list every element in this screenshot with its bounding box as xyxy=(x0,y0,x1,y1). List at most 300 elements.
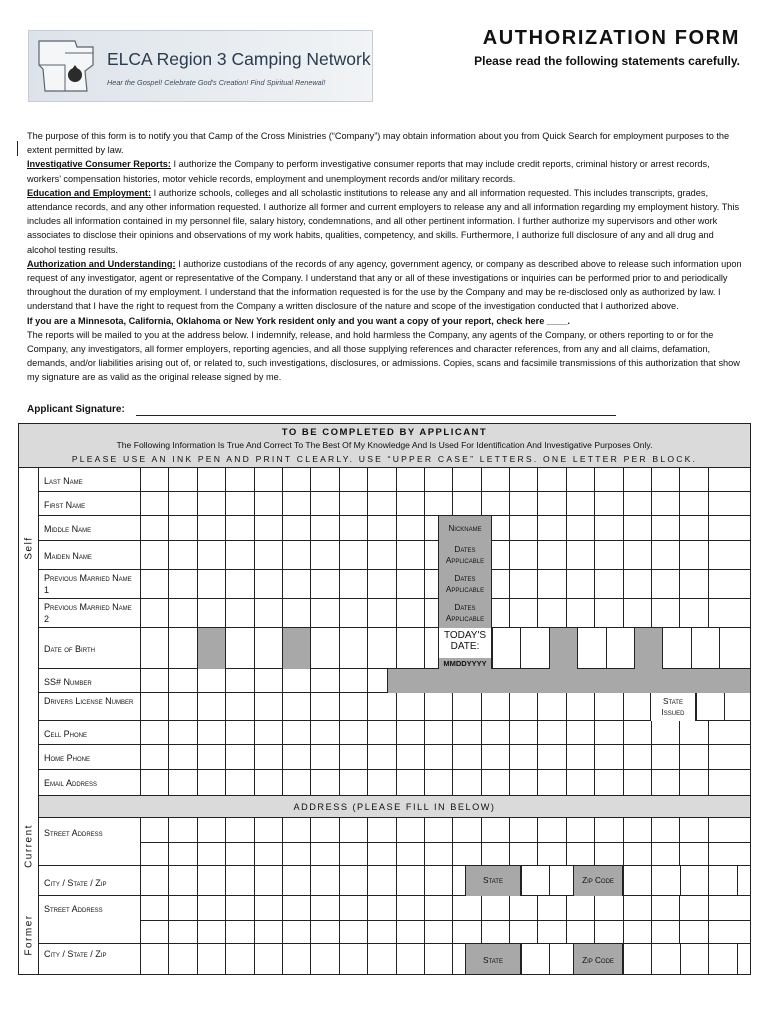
letter-block[interactable] xyxy=(225,516,253,541)
letter-block[interactable] xyxy=(424,866,452,896)
former-zip-cells[interactable] xyxy=(623,944,765,974)
letter-block[interactable] xyxy=(521,866,549,896)
letter-block[interactable] xyxy=(651,944,679,974)
todays-date-cells[interactable] xyxy=(492,628,748,669)
letter-block[interactable] xyxy=(396,842,424,866)
letter-block[interactable] xyxy=(679,896,707,920)
letter-block[interactable] xyxy=(282,516,310,541)
letter-block[interactable] xyxy=(282,628,310,669)
letter-block[interactable] xyxy=(566,721,594,745)
letter-block[interactable] xyxy=(140,920,168,944)
letter-block[interactable] xyxy=(679,745,707,770)
letter-block[interactable] xyxy=(594,599,622,628)
letter-block[interactable] xyxy=(339,570,367,599)
letter-block[interactable] xyxy=(225,492,253,516)
letter-block[interactable] xyxy=(509,896,537,920)
letter-block[interactable] xyxy=(594,745,622,770)
letter-block[interactable] xyxy=(424,693,452,721)
letter-block[interactable] xyxy=(481,920,509,944)
letter-block[interactable] xyxy=(310,745,338,770)
letter-block[interactable] xyxy=(623,818,651,842)
letter-block[interactable] xyxy=(594,818,622,842)
letter-block[interactable] xyxy=(680,944,708,974)
letter-block[interactable] xyxy=(168,745,196,770)
letter-block[interactable] xyxy=(282,896,310,920)
letter-block[interactable] xyxy=(254,693,282,721)
letter-block[interactable] xyxy=(623,920,651,944)
letter-block[interactable] xyxy=(339,492,367,516)
letter-block[interactable] xyxy=(651,516,679,541)
letter-block[interactable] xyxy=(452,745,480,770)
letter-block[interactable] xyxy=(225,693,253,721)
letter-block[interactable] xyxy=(396,866,424,896)
letter-block[interactable] xyxy=(566,570,594,599)
letter-block[interactable] xyxy=(651,920,679,944)
letter-block[interactable] xyxy=(396,818,424,842)
letter-block[interactable] xyxy=(140,721,168,745)
letter-block[interactable] xyxy=(396,770,424,796)
letter-block[interactable] xyxy=(367,721,395,745)
letter-block[interactable] xyxy=(367,693,395,721)
letter-block[interactable] xyxy=(282,842,310,866)
letter-block[interactable] xyxy=(424,492,452,516)
letter-block[interactable] xyxy=(310,570,338,599)
letter-block[interactable] xyxy=(367,920,395,944)
letter-block[interactable] xyxy=(537,818,565,842)
letter-block[interactable] xyxy=(651,468,679,492)
letter-block[interactable] xyxy=(310,628,338,669)
letter-block[interactable] xyxy=(168,770,196,796)
last-name-cells[interactable] xyxy=(140,468,736,492)
letter-block[interactable] xyxy=(651,541,679,570)
letter-block[interactable] xyxy=(339,669,367,693)
email-cells[interactable] xyxy=(140,770,736,796)
current-street-cells-1[interactable] xyxy=(140,818,736,842)
letter-block[interactable] xyxy=(168,599,196,628)
letter-block[interactable] xyxy=(367,818,395,842)
letter-block[interactable] xyxy=(424,944,452,974)
letter-block[interactable] xyxy=(651,721,679,745)
letter-block[interactable] xyxy=(140,693,168,721)
letter-block[interactable] xyxy=(225,541,253,570)
letter-block[interactable] xyxy=(197,541,225,570)
letter-block[interactable] xyxy=(367,570,395,599)
letter-block[interactable] xyxy=(225,599,253,628)
letter-block[interactable] xyxy=(310,920,338,944)
letter-block[interactable] xyxy=(708,599,736,628)
letter-block[interactable] xyxy=(168,492,196,516)
letter-block[interactable] xyxy=(396,468,424,492)
letter-block[interactable] xyxy=(225,920,253,944)
letter-block[interactable] xyxy=(310,492,338,516)
letter-block[interactable] xyxy=(452,770,480,796)
letter-block[interactable] xyxy=(367,866,395,896)
letter-block[interactable] xyxy=(168,920,196,944)
letter-block[interactable] xyxy=(396,599,424,628)
letter-block[interactable] xyxy=(168,896,196,920)
letter-block[interactable] xyxy=(339,745,367,770)
letter-block[interactable] xyxy=(339,516,367,541)
letter-block[interactable] xyxy=(168,628,196,669)
letter-block[interactable] xyxy=(367,541,395,570)
letter-block[interactable] xyxy=(339,896,367,920)
letter-block[interactable] xyxy=(254,492,282,516)
first-name-cells[interactable] xyxy=(140,492,736,516)
letter-block[interactable] xyxy=(168,866,196,896)
letter-block[interactable] xyxy=(708,492,736,516)
letter-block[interactable] xyxy=(679,842,707,866)
current-zip-cells[interactable] xyxy=(623,866,765,896)
letter-block[interactable] xyxy=(679,492,707,516)
letter-block[interactable] xyxy=(708,516,736,541)
letter-block[interactable] xyxy=(623,944,651,974)
letter-block[interactable] xyxy=(254,944,282,974)
letter-block[interactable] xyxy=(140,516,168,541)
letter-block[interactable] xyxy=(452,492,480,516)
letter-block[interactable] xyxy=(708,570,736,599)
letter-block[interactable] xyxy=(623,570,651,599)
letter-block[interactable] xyxy=(168,541,196,570)
letter-block[interactable] xyxy=(367,745,395,770)
letter-block[interactable] xyxy=(396,920,424,944)
letter-block[interactable] xyxy=(140,944,168,974)
current-city-cells[interactable] xyxy=(140,866,481,896)
letter-block[interactable] xyxy=(140,599,168,628)
letter-block[interactable] xyxy=(509,516,537,541)
letter-block[interactable] xyxy=(396,628,424,669)
letter-block[interactable] xyxy=(140,896,168,920)
letter-block[interactable] xyxy=(509,745,537,770)
letter-block[interactable] xyxy=(509,818,537,842)
letter-block[interactable] xyxy=(225,770,253,796)
letter-block[interactable] xyxy=(594,721,622,745)
letter-block[interactable] xyxy=(254,669,282,693)
letter-block[interactable] xyxy=(339,944,367,974)
letter-block[interactable] xyxy=(566,599,594,628)
state-issued-cells[interactable] xyxy=(696,693,753,721)
letter-block[interactable] xyxy=(679,920,707,944)
letter-block[interactable] xyxy=(168,818,196,842)
letter-block[interactable] xyxy=(225,628,253,669)
letter-block[interactable] xyxy=(594,541,622,570)
letter-block[interactable] xyxy=(424,896,452,920)
letter-block[interactable] xyxy=(367,492,395,516)
letter-block[interactable] xyxy=(339,842,367,866)
letter-block[interactable] xyxy=(367,468,395,492)
letter-block[interactable] xyxy=(254,628,282,669)
letter-block[interactable] xyxy=(509,541,537,570)
letter-block[interactable] xyxy=(396,693,424,721)
letter-block[interactable] xyxy=(594,516,622,541)
letter-block[interactable] xyxy=(140,818,168,842)
home-phone-cells[interactable] xyxy=(140,745,736,770)
letter-block[interactable] xyxy=(424,745,452,770)
letter-block[interactable] xyxy=(282,570,310,599)
letter-block[interactable] xyxy=(537,896,565,920)
letter-block[interactable] xyxy=(651,570,679,599)
ssn-cells[interactable] xyxy=(140,669,396,693)
letter-block[interactable] xyxy=(481,468,509,492)
letter-block[interactable] xyxy=(594,920,622,944)
letter-block[interactable] xyxy=(566,468,594,492)
letter-block[interactable] xyxy=(396,570,424,599)
letter-block[interactable] xyxy=(509,770,537,796)
letter-block[interactable] xyxy=(339,721,367,745)
letter-block[interactable] xyxy=(509,842,537,866)
letter-block[interactable] xyxy=(509,570,537,599)
letter-block[interactable] xyxy=(168,570,196,599)
letter-block[interactable] xyxy=(481,721,509,745)
letter-block[interactable] xyxy=(197,492,225,516)
letter-block[interactable] xyxy=(623,866,651,896)
letter-block[interactable] xyxy=(680,866,708,896)
current-state-cells[interactable] xyxy=(521,866,578,896)
letter-block[interactable] xyxy=(310,866,338,896)
current-street-cells-2[interactable] xyxy=(140,842,736,866)
letter-block[interactable] xyxy=(566,492,594,516)
letter-block[interactable] xyxy=(367,628,395,669)
letter-block[interactable] xyxy=(424,721,452,745)
letter-block[interactable] xyxy=(424,920,452,944)
letter-block[interactable] xyxy=(537,570,565,599)
letter-block[interactable] xyxy=(577,628,605,669)
letter-block[interactable] xyxy=(254,516,282,541)
letter-block[interactable] xyxy=(566,770,594,796)
letter-block[interactable] xyxy=(310,944,338,974)
letter-block[interactable] xyxy=(197,468,225,492)
letter-block[interactable] xyxy=(310,818,338,842)
letter-block[interactable] xyxy=(594,770,622,796)
letter-block[interactable] xyxy=(594,842,622,866)
letter-block[interactable] xyxy=(679,721,707,745)
letter-block[interactable] xyxy=(254,866,282,896)
letter-block[interactable] xyxy=(225,745,253,770)
letter-block[interactable] xyxy=(168,842,196,866)
letter-block[interactable] xyxy=(452,842,480,866)
letter-block[interactable] xyxy=(197,628,225,669)
letter-block[interactable] xyxy=(310,599,338,628)
letter-block[interactable] xyxy=(509,492,537,516)
letter-block[interactable] xyxy=(254,599,282,628)
letter-block[interactable] xyxy=(662,628,690,669)
letter-block[interactable] xyxy=(594,896,622,920)
letter-block[interactable] xyxy=(197,669,225,693)
letter-block[interactable] xyxy=(509,693,537,721)
letter-block[interactable] xyxy=(225,944,253,974)
letter-block[interactable] xyxy=(651,745,679,770)
letter-block[interactable] xyxy=(679,770,707,796)
letter-block[interactable] xyxy=(396,541,424,570)
letter-block[interactable] xyxy=(651,818,679,842)
former-city-cells[interactable] xyxy=(140,944,481,974)
drivers-license-cells[interactable] xyxy=(140,693,651,721)
letter-block[interactable] xyxy=(679,570,707,599)
letter-block[interactable] xyxy=(521,944,549,974)
letter-block[interactable] xyxy=(520,628,548,669)
letter-block[interactable] xyxy=(537,541,565,570)
letter-block[interactable] xyxy=(140,842,168,866)
letter-block[interactable] xyxy=(197,920,225,944)
letter-block[interactable] xyxy=(367,944,395,974)
letter-block[interactable] xyxy=(424,468,452,492)
letter-block[interactable] xyxy=(310,516,338,541)
letter-block[interactable] xyxy=(708,541,736,570)
letter-block[interactable] xyxy=(549,628,577,669)
letter-block[interactable] xyxy=(168,721,196,745)
letter-block[interactable] xyxy=(452,468,480,492)
letter-block[interactable] xyxy=(339,693,367,721)
letter-block[interactable] xyxy=(396,516,424,541)
letter-block[interactable] xyxy=(492,628,520,669)
letter-block[interactable] xyxy=(310,541,338,570)
letter-block[interactable] xyxy=(254,721,282,745)
letter-block[interactable] xyxy=(197,842,225,866)
letter-block[interactable] xyxy=(452,920,480,944)
letter-block[interactable] xyxy=(254,745,282,770)
letter-block[interactable] xyxy=(691,628,719,669)
letter-block[interactable] xyxy=(225,669,253,693)
letter-block[interactable] xyxy=(737,944,765,974)
letter-block[interactable] xyxy=(623,896,651,920)
signature-line[interactable] xyxy=(136,415,616,416)
letter-block[interactable] xyxy=(509,599,537,628)
letter-block[interactable] xyxy=(310,669,338,693)
letter-block[interactable] xyxy=(310,693,338,721)
letter-block[interactable] xyxy=(623,721,651,745)
letter-block[interactable] xyxy=(254,920,282,944)
letter-block[interactable] xyxy=(168,944,196,974)
letter-block[interactable] xyxy=(651,842,679,866)
letter-block[interactable] xyxy=(310,896,338,920)
letter-block[interactable] xyxy=(140,628,168,669)
letter-block[interactable] xyxy=(168,693,196,721)
letter-block[interactable] xyxy=(537,920,565,944)
letter-block[interactable] xyxy=(254,842,282,866)
letter-block[interactable] xyxy=(651,896,679,920)
cell-phone-cells[interactable] xyxy=(140,721,736,745)
letter-block[interactable] xyxy=(481,745,509,770)
letter-block[interactable] xyxy=(197,896,225,920)
letter-block[interactable] xyxy=(708,745,736,770)
letter-block[interactable] xyxy=(254,896,282,920)
letter-block[interactable] xyxy=(537,516,565,541)
letter-block[interactable] xyxy=(339,818,367,842)
letter-block[interactable] xyxy=(310,770,338,796)
letter-block[interactable] xyxy=(481,818,509,842)
letter-block[interactable] xyxy=(708,920,736,944)
letter-block[interactable] xyxy=(282,669,310,693)
letter-block[interactable] xyxy=(537,745,565,770)
letter-block[interactable] xyxy=(254,770,282,796)
letter-block[interactable] xyxy=(282,468,310,492)
letter-block[interactable] xyxy=(396,944,424,974)
letter-block[interactable] xyxy=(594,492,622,516)
former-street-cells-2[interactable] xyxy=(140,920,736,944)
letter-block[interactable] xyxy=(282,693,310,721)
letter-block[interactable] xyxy=(708,468,736,492)
letter-block[interactable] xyxy=(197,721,225,745)
letter-block[interactable] xyxy=(339,770,367,796)
letter-block[interactable] xyxy=(225,866,253,896)
letter-block[interactable] xyxy=(537,721,565,745)
letter-block[interactable] xyxy=(651,599,679,628)
former-street-cells-1[interactable] xyxy=(140,896,736,920)
letter-block[interactable] xyxy=(282,818,310,842)
letter-block[interactable] xyxy=(537,492,565,516)
letter-block[interactable] xyxy=(566,896,594,920)
letter-block[interactable] xyxy=(724,693,752,721)
letter-block[interactable] xyxy=(537,599,565,628)
letter-block[interactable] xyxy=(197,516,225,541)
letter-block[interactable] xyxy=(168,468,196,492)
letter-block[interactable] xyxy=(140,745,168,770)
letter-block[interactable] xyxy=(566,541,594,570)
letter-block[interactable] xyxy=(254,818,282,842)
letter-block[interactable] xyxy=(606,628,634,669)
letter-block[interactable] xyxy=(452,693,480,721)
letter-block[interactable] xyxy=(367,516,395,541)
letter-block[interactable] xyxy=(623,492,651,516)
letter-block[interactable] xyxy=(282,944,310,974)
letter-block[interactable] xyxy=(566,693,594,721)
letter-block[interactable] xyxy=(719,628,747,669)
letter-block[interactable] xyxy=(396,721,424,745)
letter-block[interactable] xyxy=(339,920,367,944)
letter-block[interactable] xyxy=(254,541,282,570)
date-of-birth-cells[interactable] xyxy=(140,628,452,669)
letter-block[interactable] xyxy=(225,468,253,492)
letter-block[interactable] xyxy=(481,770,509,796)
letter-block[interactable] xyxy=(140,492,168,516)
letter-block[interactable] xyxy=(679,468,707,492)
letter-block[interactable] xyxy=(282,599,310,628)
letter-block[interactable] xyxy=(396,492,424,516)
letter-block[interactable] xyxy=(481,492,509,516)
letter-block[interactable] xyxy=(566,842,594,866)
letter-block[interactable] xyxy=(282,745,310,770)
letter-block[interactable] xyxy=(509,920,537,944)
letter-block[interactable] xyxy=(225,570,253,599)
letter-block[interactable] xyxy=(339,468,367,492)
letter-block[interactable] xyxy=(282,770,310,796)
letter-block[interactable] xyxy=(140,669,168,693)
letter-block[interactable] xyxy=(623,842,651,866)
letter-block[interactable] xyxy=(197,570,225,599)
letter-block[interactable] xyxy=(197,818,225,842)
letter-block[interactable] xyxy=(537,770,565,796)
letter-block[interactable] xyxy=(481,842,509,866)
letter-block[interactable] xyxy=(339,541,367,570)
letter-block[interactable] xyxy=(310,721,338,745)
letter-block[interactable] xyxy=(282,541,310,570)
letter-block[interactable] xyxy=(737,866,765,896)
letter-block[interactable] xyxy=(197,599,225,628)
letter-block[interactable] xyxy=(679,516,707,541)
letter-block[interactable] xyxy=(537,468,565,492)
letter-block[interactable] xyxy=(566,745,594,770)
letter-block[interactable] xyxy=(623,693,651,721)
letter-block[interactable] xyxy=(679,818,707,842)
letter-block[interactable] xyxy=(225,818,253,842)
letter-block[interactable] xyxy=(708,944,736,974)
letter-block[interactable] xyxy=(708,896,736,920)
letter-block[interactable] xyxy=(452,896,480,920)
letter-block[interactable] xyxy=(708,866,736,896)
letter-block[interactable] xyxy=(168,669,196,693)
letter-block[interactable] xyxy=(634,628,662,669)
letter-block[interactable] xyxy=(367,842,395,866)
letter-block[interactable] xyxy=(679,599,707,628)
